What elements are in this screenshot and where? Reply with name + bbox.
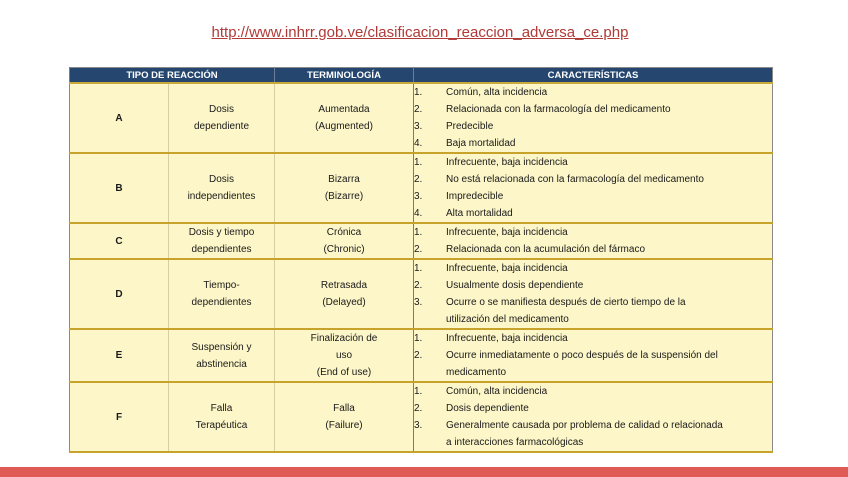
reaction-letter: D [70,259,169,329]
reaction-letter: C [70,223,169,259]
terminology-cell [275,382,414,452]
list-item [414,101,772,118]
list-item-text [446,383,772,400]
list-item [414,84,772,101]
terminology-line: (Augmented) [315,121,373,132]
terminology-cell [275,259,414,329]
list-item-text [446,241,772,258]
list-item-text [446,277,772,294]
reaction-type-line: Terapéutica [195,420,248,431]
reaction-type-cell [169,329,275,382]
characteristics-cell [414,382,773,452]
terminology-cell [275,223,414,259]
reaction-type-line: dependientes [191,297,252,308]
list-item-text [446,330,772,347]
list-item-line: Común, alta incidencia [446,87,548,98]
list-item-text [446,347,772,381]
list-item-line: Infrecuente, baja incidencia [446,333,568,344]
reaction-letter: F [70,382,169,452]
list-item-text [446,260,772,277]
list-item-text [446,294,772,328]
reaction-type-line: Dosis [208,104,234,115]
table-header-row [70,68,773,84]
list-item-line: Usualmente dosis dependiente [446,280,584,291]
terminology-cell [275,329,414,382]
reaction-type-cell [169,382,275,452]
characteristics-cell [414,223,773,259]
reaction-type-line: Dosis [208,174,234,185]
characteristics-cell [414,329,773,382]
list-item-number: 3. [414,191,423,202]
list-item-line: No está relacionada con la farmacología del medicamento [446,174,704,185]
reaction-type-line: dependiente [193,121,250,132]
terminology-line: Falla [333,403,355,414]
reaction-type-line: independientes [187,191,256,202]
list-item [414,205,772,222]
list-item-number: 2. [414,280,423,291]
list-item-line: a interacciones farmacológicas [446,437,584,448]
list-item-number: 2. [414,104,423,115]
terminology-line: Crónica [326,227,362,238]
list-item [414,154,772,171]
list-item-number: 2. [414,244,423,255]
list-item-text [446,205,772,222]
terminology-line: Bizarra [328,174,360,185]
terminology-line: Finalización de [310,333,378,344]
list-item-text [446,171,772,188]
list-item-line: Impredecible [446,191,504,202]
reaction-type-line: Suspensión y [191,341,252,353]
reaction-type-cell [169,259,275,329]
table-row [70,153,773,223]
table-row [70,83,773,153]
header-caracteristicas: CARACTERÍSTICAS [414,68,773,84]
list-item-number: 4. [414,208,423,219]
reaction-type-cell [169,83,275,153]
list-item-number: 2. [414,403,423,414]
terminology-line: Retrasada [320,280,368,291]
terminology-line: (Failure) [325,420,363,431]
list-item [414,347,772,381]
list-item [414,135,772,152]
list-item-text [446,188,772,205]
list-item-number: 2. [414,174,423,185]
list-item-number: 4. [414,138,423,149]
list-item [414,294,772,328]
list-item-text [446,224,772,241]
list-item-text [446,135,772,152]
list-item-text [446,84,772,101]
list-item-number: 1. [414,333,423,344]
reaction-type-line: Tiempo- [203,280,240,291]
list-item-line: Generalmente causada por problema de calidad o relacionada [446,420,723,431]
table-row [70,382,773,452]
list-item [414,118,772,135]
list-item-number: 2. [414,350,423,361]
header-terminologia: TERMINOLOGÍA [275,68,414,84]
reaction-letter: B [70,153,169,223]
list-item-line: Relacionada con la farmacología del medicamento [446,104,671,115]
table-row [70,259,773,329]
characteristics-cell [414,83,773,153]
terminology-line: (Bizarre) [324,191,364,202]
list-item [414,330,772,347]
source-url-link[interactable]: http://www.inhrr.gob.ve/clasificacion_reaccion_adversa_ce.php [211,24,629,41]
terminology-cell [275,83,414,153]
footer-accent-bar [0,467,848,477]
terminology-line: Aumentada [318,104,370,115]
terminology-line: (End of use) [316,367,372,378]
reaction-type-line: Dosis y tiempo [188,227,255,238]
characteristics-cell [414,259,773,329]
list-item-number: 1. [414,157,423,168]
list-item-text [446,118,772,135]
list-item-line: medicamento [446,367,507,378]
table-row [70,223,773,259]
list-item [414,383,772,400]
list-item-line: Ocurre o se manifiesta después de cierto tiempo de la [446,297,686,308]
list-item [414,224,772,241]
terminology-line: (Delayed) [322,297,366,308]
list-item-line: Alta mortalidad [446,208,513,219]
list-item-number: 1. [414,263,423,274]
list-item [414,171,772,188]
list-item-line: Ocurre inmediatamente o poco después de la suspensión del [446,350,718,361]
list-item-number: 3. [414,121,423,132]
reaction-type-cell [169,153,275,223]
list-item-text [446,417,772,451]
terminology-line: (Chronic) [323,244,365,255]
list-item-line: Infrecuente, baja incidencia [446,157,568,168]
list-item-number: 1. [414,386,423,397]
reaction-type-line: abstinencia [196,358,247,370]
terminology-line: uso [335,350,353,361]
list-item-line: Dosis dependiente [446,403,529,414]
list-item-line: Infrecuente, baja incidencia [446,227,568,238]
list-item [414,188,772,205]
list-item-number: 3. [414,297,423,308]
list-item-number: 3. [414,420,423,431]
list-item [414,260,772,277]
list-item-text [446,154,772,171]
list-item-number: 1. [414,87,423,98]
header-tipo: TIPO DE REACCIÓN [70,68,275,84]
list-item-line: Común, alta incidencia [446,386,548,397]
adverse-reaction-table [69,67,773,453]
list-item-number: 1. [414,227,423,238]
list-item-line: Predecible [446,121,494,132]
list-item-line: Relacionada con la acumulación del fármaco [446,244,646,255]
list-item [414,277,772,294]
list-item [414,241,772,258]
list-item-text [446,400,772,417]
list-item-line: utilización del medicamento [446,314,569,325]
reaction-letter: E [70,329,169,382]
reaction-letter: A [70,83,169,153]
list-item [414,400,772,417]
list-item-line: Infrecuente, baja incidencia [446,263,568,274]
reaction-type-line: dependientes [191,244,252,255]
reaction-type-cell [169,223,275,259]
list-item-line: Baja mortalidad [446,138,516,149]
list-item-text [446,101,772,118]
table-row [70,329,773,382]
terminology-cell [275,153,414,223]
list-item [414,417,772,451]
reaction-type-line: Falla [210,403,233,414]
characteristics-cell [414,153,773,223]
